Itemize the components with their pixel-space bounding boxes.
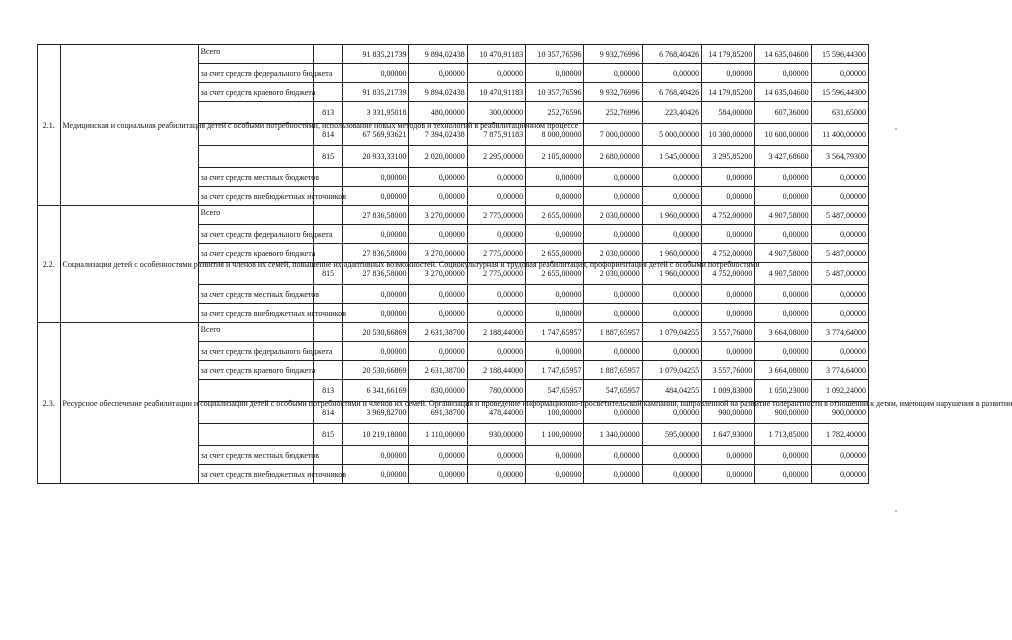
- year-value-cell: 1 647,93000: [702, 424, 755, 446]
- year-value-cell: 5 487,00000: [811, 244, 868, 263]
- year-value-cell: 0,00000: [526, 285, 584, 304]
- year-value-cell: 3 664,08000: [755, 323, 811, 342]
- year-value-cell: 0,00000: [409, 465, 467, 484]
- year-value-cell: 7 875,91183: [467, 124, 525, 146]
- year-value-cell: 0,00000: [755, 304, 811, 323]
- year-value-cell: 0,00000: [642, 465, 701, 484]
- total-value-cell: 27 836,58000: [342, 244, 409, 263]
- year-value-cell: 0,00000: [755, 225, 811, 244]
- total-value-cell: 20 530,66869: [342, 323, 409, 342]
- total-value-cell: 10 219,18000: [342, 424, 409, 446]
- year-value-cell: 2 295,00000: [467, 146, 525, 168]
- year-value-cell: 0,00000: [811, 64, 868, 83]
- year-value-cell: 2 030,00000: [584, 244, 642, 263]
- budget-table: [37, 44, 1012, 484]
- year-value-cell: 0,00000: [755, 187, 811, 206]
- year-value-cell: 0,00000: [702, 342, 755, 361]
- year-value-cell: 0,00000: [467, 342, 525, 361]
- year-value-cell: 2 631,38700: [409, 323, 467, 342]
- year-value-cell: 930,00000: [467, 424, 525, 446]
- year-value-cell: 10 470,91183: [467, 45, 525, 64]
- total-value-cell: 3 331,95018: [342, 102, 409, 124]
- year-value-cell: 1 782,40000: [811, 424, 868, 446]
- total-value-cell: 0,00000: [342, 342, 409, 361]
- year-value-cell: 0,00000: [702, 64, 755, 83]
- total-value-cell: 0,00000: [342, 225, 409, 244]
- year-value-cell: 0,00000: [755, 446, 811, 465]
- year-value-cell: 4 907,58000: [755, 206, 811, 225]
- funding-source: за счет средств краевого бюджета: [198, 83, 314, 102]
- year-value-cell: 631,65000: [811, 102, 868, 124]
- year-value-cell: 0,00000: [584, 402, 642, 424]
- year-value-cell: 11 400,00000: [811, 124, 868, 146]
- year-value-cell: 0,00000: [467, 64, 525, 83]
- year-value-cell: 900,00000: [702, 402, 755, 424]
- document-page: [37, 44, 1012, 484]
- year-value-cell: 0,00000: [409, 285, 467, 304]
- year-value-cell: 2 020,00000: [409, 146, 467, 168]
- year-value-cell: 1 340,00000: [584, 424, 642, 446]
- total-value-cell: 27 836,58000: [342, 206, 409, 225]
- year-value-cell: 223,40426: [642, 102, 701, 124]
- budget-code: [314, 323, 343, 342]
- year-value-cell: 0,00000: [811, 304, 868, 323]
- year-value-cell: 9 932,76996: [584, 83, 642, 102]
- year-value-cell: 0,00000: [467, 465, 525, 484]
- year-value-cell: 1 960,00000: [642, 263, 701, 285]
- budget-code: 815: [314, 263, 343, 285]
- funding-source: за счет средств местных бюджетов: [198, 285, 314, 304]
- year-value-cell: 1 713,85000: [755, 424, 811, 446]
- year-value-cell: 0,00000: [811, 446, 868, 465]
- year-value-cell: 10 300,00000: [702, 124, 755, 146]
- year-value-cell: 1 887,65957: [584, 361, 642, 380]
- funding-source: за счет средств местных бюджетов: [198, 446, 314, 465]
- year-value-cell: 1 092,24000: [811, 380, 868, 402]
- year-value-cell: 830,00000: [409, 380, 467, 402]
- funding-source: за счет средств федерального бюджета: [198, 342, 314, 361]
- year-value-cell: 1 747,65957: [526, 323, 584, 342]
- total-value-cell: 20 933,33100: [342, 146, 409, 168]
- year-value-cell: 0,00000: [702, 304, 755, 323]
- budget-code: [314, 83, 343, 102]
- year-value-cell: 0,00000: [811, 465, 868, 484]
- year-value-cell: 10 357,76596: [526, 83, 584, 102]
- funding-source: за счет средств внебюджетных источников: [198, 465, 314, 484]
- year-value-cell: 0,00000: [811, 187, 868, 206]
- budget-code: 815: [314, 146, 343, 168]
- year-value-cell: 2 775,00000: [467, 244, 525, 263]
- year-value-cell: 595,00000: [642, 424, 701, 446]
- budget-code: 814: [314, 124, 343, 146]
- year-value-cell: 0,00000: [702, 465, 755, 484]
- year-value-cell: 0,00000: [584, 168, 642, 187]
- year-value-cell: 14 179,85200: [702, 83, 755, 102]
- year-value-cell: 0,00000: [642, 446, 701, 465]
- funding-source: [198, 146, 314, 168]
- year-value-cell: 100,00000: [526, 402, 584, 424]
- table-row: [38, 45, 869, 64]
- year-value-cell: 5 000,00000: [642, 124, 701, 146]
- year-value-cell: 0,00000: [409, 225, 467, 244]
- year-value-cell: 10 600,00000: [755, 124, 811, 146]
- year-value-cell: 900,00000: [811, 402, 868, 424]
- total-value-cell: 0,00000: [342, 168, 409, 187]
- year-value-cell: 3 270,00000: [409, 244, 467, 263]
- year-value-cell: 4 752,00000: [702, 206, 755, 225]
- year-value-cell: 2 105,00000: [526, 146, 584, 168]
- year-value-cell: 3 564,79300: [811, 146, 868, 168]
- budget-code: 813: [314, 102, 343, 124]
- year-value-cell: 252,76996: [584, 102, 642, 124]
- year-value-cell: 0,00000: [755, 342, 811, 361]
- budget-code: [314, 361, 343, 380]
- year-value-cell: 3 270,00000: [409, 206, 467, 225]
- year-value-cell: 2 188,44000: [467, 323, 525, 342]
- section-description: Ресурсное обеспечение реабилитации и социализации детей с особыми потребностями и членов их семей. Организация и проведение информационно-просветительской кампании, направленной на развитие толерантности в отношении к детям, имеющим нарушения в развитии: [60, 323, 198, 484]
- total-value-cell: 3 969,82700: [342, 402, 409, 424]
- year-value-cell: 0,00000: [642, 187, 701, 206]
- budget-code: [314, 45, 343, 64]
- year-value-cell: 0,00000: [467, 168, 525, 187]
- funding-source: за счет средств внебюджетных источников: [198, 187, 314, 206]
- year-value-cell: 0,00000: [526, 342, 584, 361]
- year-value-cell: 0,00000: [642, 304, 701, 323]
- year-value-cell: 9 894,02438: [409, 83, 467, 102]
- total-value-cell: 0,00000: [342, 446, 409, 465]
- year-value-cell: 0,00000: [467, 187, 525, 206]
- year-value-cell: 10 470,91183: [467, 83, 525, 102]
- year-value-cell: 0,00000: [584, 446, 642, 465]
- year-value-cell: 0,00000: [526, 304, 584, 323]
- table-row: [38, 206, 869, 225]
- year-value-cell: 2 655,00000: [526, 206, 584, 225]
- year-value-cell: 0,00000: [409, 304, 467, 323]
- section-number: 2.1.: [38, 45, 61, 206]
- year-value-cell: 584,00000: [702, 102, 755, 124]
- funding-source: за счет средств местных бюджетов: [198, 168, 314, 187]
- total-value-cell: 0,00000: [342, 187, 409, 206]
- year-value-cell: 0,00000: [755, 168, 811, 187]
- year-value-cell: 2 188,44000: [467, 361, 525, 380]
- year-value-cell: 0,00000: [584, 64, 642, 83]
- year-value-cell: 6 768,40426: [642, 83, 701, 102]
- year-value-cell: 0,00000: [811, 168, 868, 187]
- year-value-cell: 6 768,40426: [642, 45, 701, 64]
- year-value-cell: 4 752,00000: [702, 263, 755, 285]
- year-value-cell: 0,00000: [584, 225, 642, 244]
- total-value-cell: 20 530,66869: [342, 361, 409, 380]
- total-value-cell: 0,00000: [342, 285, 409, 304]
- year-value-cell: 0,00000: [526, 446, 584, 465]
- year-value-cell: 15 596,44300: [811, 83, 868, 102]
- year-value-cell: 2 775,00000: [467, 206, 525, 225]
- year-value-cell: 1 110,00000: [409, 424, 467, 446]
- year-value-cell: 5 487,00000: [811, 263, 868, 285]
- year-value-cell: 4 907,58000: [755, 244, 811, 263]
- budget-code: 813: [314, 380, 343, 402]
- year-value-cell: 300,00000: [467, 102, 525, 124]
- funding-source: Всего: [198, 45, 314, 64]
- year-value-cell: 9 894,02438: [409, 45, 467, 64]
- year-value-cell: 0,00000: [755, 64, 811, 83]
- year-value-cell: 0,00000: [755, 285, 811, 304]
- year-value-cell: 0,00000: [642, 402, 701, 424]
- funding-source: за счет средств краевого бюджета: [198, 361, 314, 380]
- year-value-cell: 10 357,76596: [526, 45, 584, 64]
- year-value-cell: 0,00000: [409, 342, 467, 361]
- year-value-cell: 1 960,00000: [642, 244, 701, 263]
- total-value-cell: 0,00000: [342, 64, 409, 83]
- year-value-cell: 547,65957: [584, 380, 642, 402]
- year-value-cell: 7 394,02438: [409, 124, 467, 146]
- section-description: Социализация детей с особенностями развития и членов их семей, повышение их адаптивных возможностей. Социокультурная и трудовая реабилитация, профориентация детей с особыми потребностями: [60, 206, 198, 323]
- year-value-cell: 1 050,23000: [755, 380, 811, 402]
- year-value-cell: 14 635,04600: [755, 45, 811, 64]
- year-value-cell: 5 487,00000: [811, 206, 868, 225]
- budget-code: [314, 206, 343, 225]
- year-value-cell: 1 960,00000: [642, 206, 701, 225]
- year-value-cell: 0,00000: [467, 285, 525, 304]
- year-value-cell: 1 079,04255: [642, 323, 701, 342]
- year-value-cell: 3 774,64000: [811, 361, 868, 380]
- year-value-cell: 8 000,00000: [526, 124, 584, 146]
- total-value-cell: 6 341,66169: [342, 380, 409, 402]
- year-value-cell: 15 596,44300: [811, 45, 868, 64]
- year-value-cell: 0,00000: [811, 225, 868, 244]
- year-value-cell: 607,36000: [755, 102, 811, 124]
- year-value-cell: 1 545,00000: [642, 146, 701, 168]
- year-value-cell: 0,00000: [467, 446, 525, 465]
- funding-source: за счет средств краевого бюджета: [198, 244, 314, 263]
- year-value-cell: 0,00000: [467, 225, 525, 244]
- year-value-cell: 0,00000: [755, 465, 811, 484]
- year-value-cell: 547,65957: [526, 380, 584, 402]
- section-number: 2.2.: [38, 206, 61, 323]
- budget-code: 814: [314, 402, 343, 424]
- year-value-cell: 14 635,04600: [755, 83, 811, 102]
- year-value-cell: 780,00000: [467, 380, 525, 402]
- year-value-cell: 2 030,00000: [584, 263, 642, 285]
- year-value-cell: 0,00000: [642, 225, 701, 244]
- year-value-cell: 1 009,83000: [702, 380, 755, 402]
- year-value-cell: 0,00000: [526, 225, 584, 244]
- year-value-cell: 0,00000: [584, 285, 642, 304]
- year-value-cell: 3 557,76000: [702, 361, 755, 380]
- year-value-cell: 0,00000: [811, 342, 868, 361]
- year-value-cell: 0,00000: [409, 64, 467, 83]
- year-value-cell: 0,00000: [584, 304, 642, 323]
- year-value-cell: 1 747,65957: [526, 361, 584, 380]
- year-value-cell: 3 270,00000: [409, 263, 467, 285]
- year-value-cell: 2 030,00000: [584, 206, 642, 225]
- year-value-cell: 2 631,38700: [409, 361, 467, 380]
- year-value-cell: 0,00000: [702, 285, 755, 304]
- year-value-cell: 2 655,00000: [526, 244, 584, 263]
- total-value-cell: 0,00000: [342, 304, 409, 323]
- funding-source: за счет средств федерального бюджета: [198, 225, 314, 244]
- total-value-cell: 91 835,21739: [342, 45, 409, 64]
- table-body: [38, 45, 1012, 484]
- year-value-cell: 2 655,00000: [526, 263, 584, 285]
- year-value-cell: 0,00000: [526, 187, 584, 206]
- funding-source: за счет средств федерального бюджета: [198, 64, 314, 83]
- scan-speck: [895, 510, 897, 512]
- year-value-cell: 0,00000: [702, 187, 755, 206]
- year-value-cell: 0,00000: [526, 168, 584, 187]
- year-value-cell: 0,00000: [642, 285, 701, 304]
- year-value-cell: 7 000,00000: [584, 124, 642, 146]
- year-value-cell: 3 295,85200: [702, 146, 755, 168]
- year-value-cell: 484,04255: [642, 380, 701, 402]
- year-value-cell: 0,00000: [584, 342, 642, 361]
- total-value-cell: 67 569,93621: [342, 124, 409, 146]
- year-value-cell: 900,00000: [755, 402, 811, 424]
- year-value-cell: 1 887,65957: [584, 323, 642, 342]
- year-value-cell: 0,00000: [409, 187, 467, 206]
- year-value-cell: 480,00000: [409, 102, 467, 124]
- year-value-cell: 0,00000: [409, 168, 467, 187]
- year-value-cell: 0,00000: [526, 465, 584, 484]
- section-number: 2.3.: [38, 323, 61, 484]
- year-value-cell: 4 907,58000: [755, 263, 811, 285]
- funding-source: Всего: [198, 323, 314, 342]
- year-value-cell: 4 752,00000: [702, 244, 755, 263]
- year-value-cell: 14 179,85200: [702, 45, 755, 64]
- year-value-cell: 0,00000: [702, 168, 755, 187]
- year-value-cell: 3 774,64000: [811, 323, 868, 342]
- year-value-cell: 478,44000: [467, 402, 525, 424]
- year-value-cell: 1 079,04255: [642, 361, 701, 380]
- year-value-cell: 0,00000: [526, 64, 584, 83]
- total-value-cell: 0,00000: [342, 465, 409, 484]
- table-row: [38, 323, 869, 342]
- budget-code: 815: [314, 424, 343, 446]
- year-value-cell: 9 932,76996: [584, 45, 642, 64]
- section-description: Медицинская и социальная реабилитация детей с особыми потребностями, использование новых методов и технологий в реабилитационном процессе: [60, 45, 198, 206]
- year-value-cell: 0,00000: [584, 465, 642, 484]
- total-value-cell: 27 836,58000: [342, 263, 409, 285]
- year-value-cell: 0,00000: [467, 304, 525, 323]
- year-value-cell: 0,00000: [642, 342, 701, 361]
- year-value-cell: 0,00000: [584, 187, 642, 206]
- funding-source: за счет средств внебюджетных источников: [198, 304, 314, 323]
- funding-source: Всего: [198, 206, 314, 225]
- year-value-cell: 1 100,00000: [526, 424, 584, 446]
- year-value-cell: 252,76596: [526, 102, 584, 124]
- year-value-cell: 0,00000: [409, 446, 467, 465]
- year-value-cell: 0,00000: [811, 285, 868, 304]
- total-value-cell: 91 835,21739: [342, 83, 409, 102]
- year-value-cell: 2 680,00000: [584, 146, 642, 168]
- year-value-cell: 0,00000: [702, 225, 755, 244]
- year-value-cell: 0,00000: [642, 168, 701, 187]
- year-value-cell: 3 427,68600: [755, 146, 811, 168]
- year-value-cell: 3 664,08000: [755, 361, 811, 380]
- scan-speck: [895, 128, 897, 130]
- year-value-cell: 3 557,76000: [702, 323, 755, 342]
- year-value-cell: 2 775,00000: [467, 263, 525, 285]
- year-value-cell: 0,00000: [642, 64, 701, 83]
- year-value-cell: 0,00000: [702, 446, 755, 465]
- year-value-cell: 691,38700: [409, 402, 467, 424]
- funding-source: [198, 424, 314, 446]
